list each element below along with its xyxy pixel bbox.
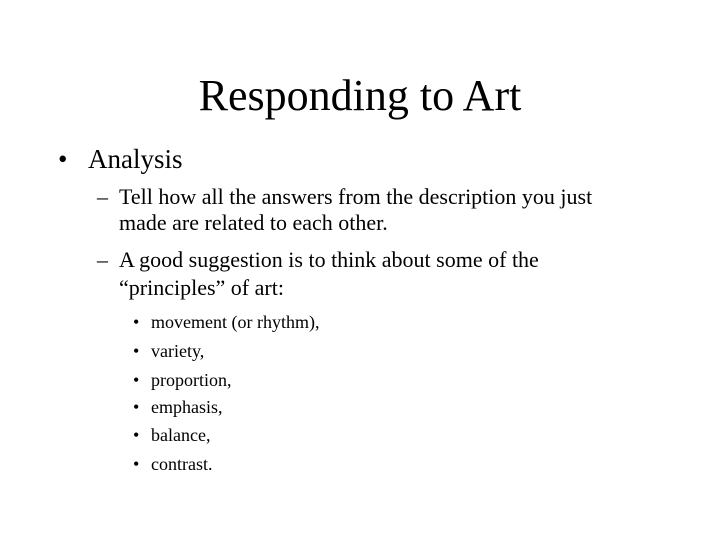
principle-variety: variety, (151, 341, 205, 361)
sub-item-1-line-2: made are related to each other. (119, 210, 388, 235)
bullet-marker: • (133, 425, 140, 445)
bullet-text: Analysis (88, 144, 183, 174)
dash-marker: – (97, 247, 108, 272)
dash-marker: – (97, 184, 108, 209)
sub-item-2-line-1: A good suggestion is to think about some of the (119, 247, 539, 272)
bullet-marker: • (133, 341, 140, 361)
slide-title: Responding to Art (198, 71, 522, 120)
principle-emphasis: emphasis, (151, 397, 223, 417)
principle-balance: balance, (151, 425, 211, 445)
principle-movement: movement (or rhythm), (151, 312, 320, 332)
principle-contrast: contrast. (151, 454, 213, 474)
bullet-marker: • (133, 370, 140, 390)
principle-proportion: proportion, (151, 370, 232, 390)
bullet-marker: • (133, 454, 140, 474)
sub-item-2-line-2: “principles” of art: (119, 275, 284, 300)
bullet-marker: • (133, 312, 140, 332)
bullet-marker: • (58, 144, 68, 174)
sub-item-1-line-1: Tell how all the answers from the description you just (119, 184, 593, 209)
bullet-marker: • (133, 397, 140, 417)
